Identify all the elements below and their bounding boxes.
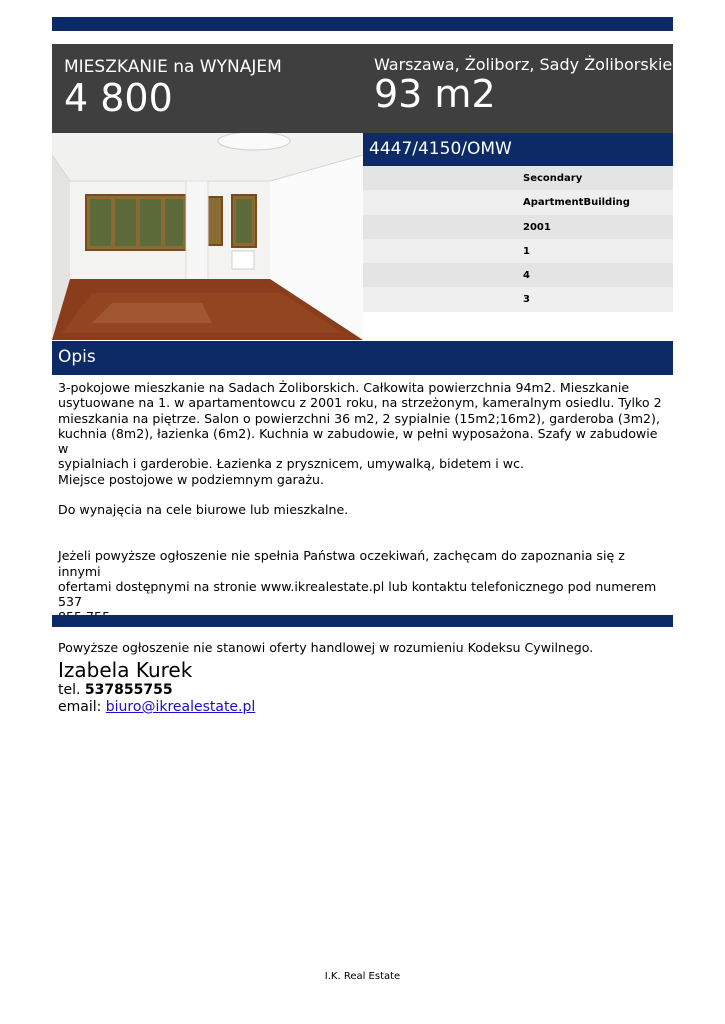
property-row — [363, 166, 673, 190]
property-row — [363, 215, 673, 239]
reference-number: 4447/4150/OMW — [369, 139, 512, 159]
location: Warszawa, Żoliborz, Sady Żoliborskie — [374, 55, 673, 74]
build-year-value: 2001 — [523, 221, 551, 233]
disclaimer: Powyższe ogłoszenie nie stanowi oferty handlowej w rozumieniu Kodeksu Cywilnego. — [58, 640, 594, 656]
agent-name: Izabela Kurek — [58, 658, 193, 682]
description-line: sypialniach i garderobie. Łazienka z prysznicem, umywalką, bidetem i wc. — [58, 456, 525, 472]
building-type-value: ApartmentBuilding — [523, 197, 630, 209]
email-label: email: — [58, 699, 102, 715]
agent-email-line — [58, 699, 255, 716]
property-row — [363, 239, 673, 263]
property-row — [363, 263, 673, 287]
section-title: Opis — [58, 347, 96, 367]
description-line: Miejsce postojowe w podziemnym garażu. — [58, 471, 325, 487]
description-line: mieszkania na piętrze. Salon o powierzchni 36 m2, 2 sypialnie (15m2;16m2), garderoba (3m2), — [58, 410, 660, 426]
property-details-table — [363, 166, 673, 312]
apartment-photo — [52, 133, 363, 340]
property-row — [363, 287, 673, 311]
description-section-header — [52, 341, 673, 375]
usage-note: Do wynajęcia na cele biurowe lub mieszkalne. — [58, 502, 349, 518]
phone-label: tel. — [58, 682, 81, 698]
description-line: usytuowane na 1. w apartamentowcu z 2001 roku, na strzeżonym, kameralnym osiedlu. Tylko 2 — [58, 395, 662, 411]
market-type-value: Secondary — [523, 173, 583, 184]
bottom-accent-bar — [52, 615, 673, 627]
rooms-value: 3 — [523, 294, 530, 306]
living-room-image — [52, 133, 363, 340]
description-line: 3-pokojowe mieszkanie na Sadach Żoliborskich. Całkowita powierzchnia 94m2. Mieszkanie — [58, 380, 630, 395]
floor-value: 1 — [523, 245, 530, 257]
top-accent-bar — [52, 17, 673, 31]
contact-note-line: Jeżeli powyższe ogłoszenie nie spełnia Państwa oczekiwań, zachęcam do zapoznania się z innymi — [58, 548, 625, 579]
property-row — [363, 190, 673, 214]
agent-phone-line — [58, 682, 255, 699]
phone-number: 537855755 — [84, 682, 173, 698]
footer-company: I.K. Real Estate — [324, 971, 401, 982]
listing-header — [52, 44, 673, 133]
email-link[interactable]: biuro@ikrealestate.pl — [105, 699, 256, 715]
property-value-4: 4 — [523, 270, 530, 282]
offer-type: MIESZKANIE na WYNAJEM — [64, 57, 282, 77]
reference-number-bar — [363, 133, 673, 166]
description-line: kuchnia (8m2), łazienka (6m2). Kuchnia w zabudowie, w pełni wyposażona. Szafy w zabudowie w — [58, 425, 658, 457]
contact-note-line: ofertami dostępnymi na stronie www.ikrealestate.pl lub kontaktu telefonicznego pod numerem 537 — [58, 578, 657, 610]
area: 93 m2 — [374, 72, 496, 116]
price: 4 800 — [64, 76, 173, 120]
agent-contact — [58, 658, 255, 716]
